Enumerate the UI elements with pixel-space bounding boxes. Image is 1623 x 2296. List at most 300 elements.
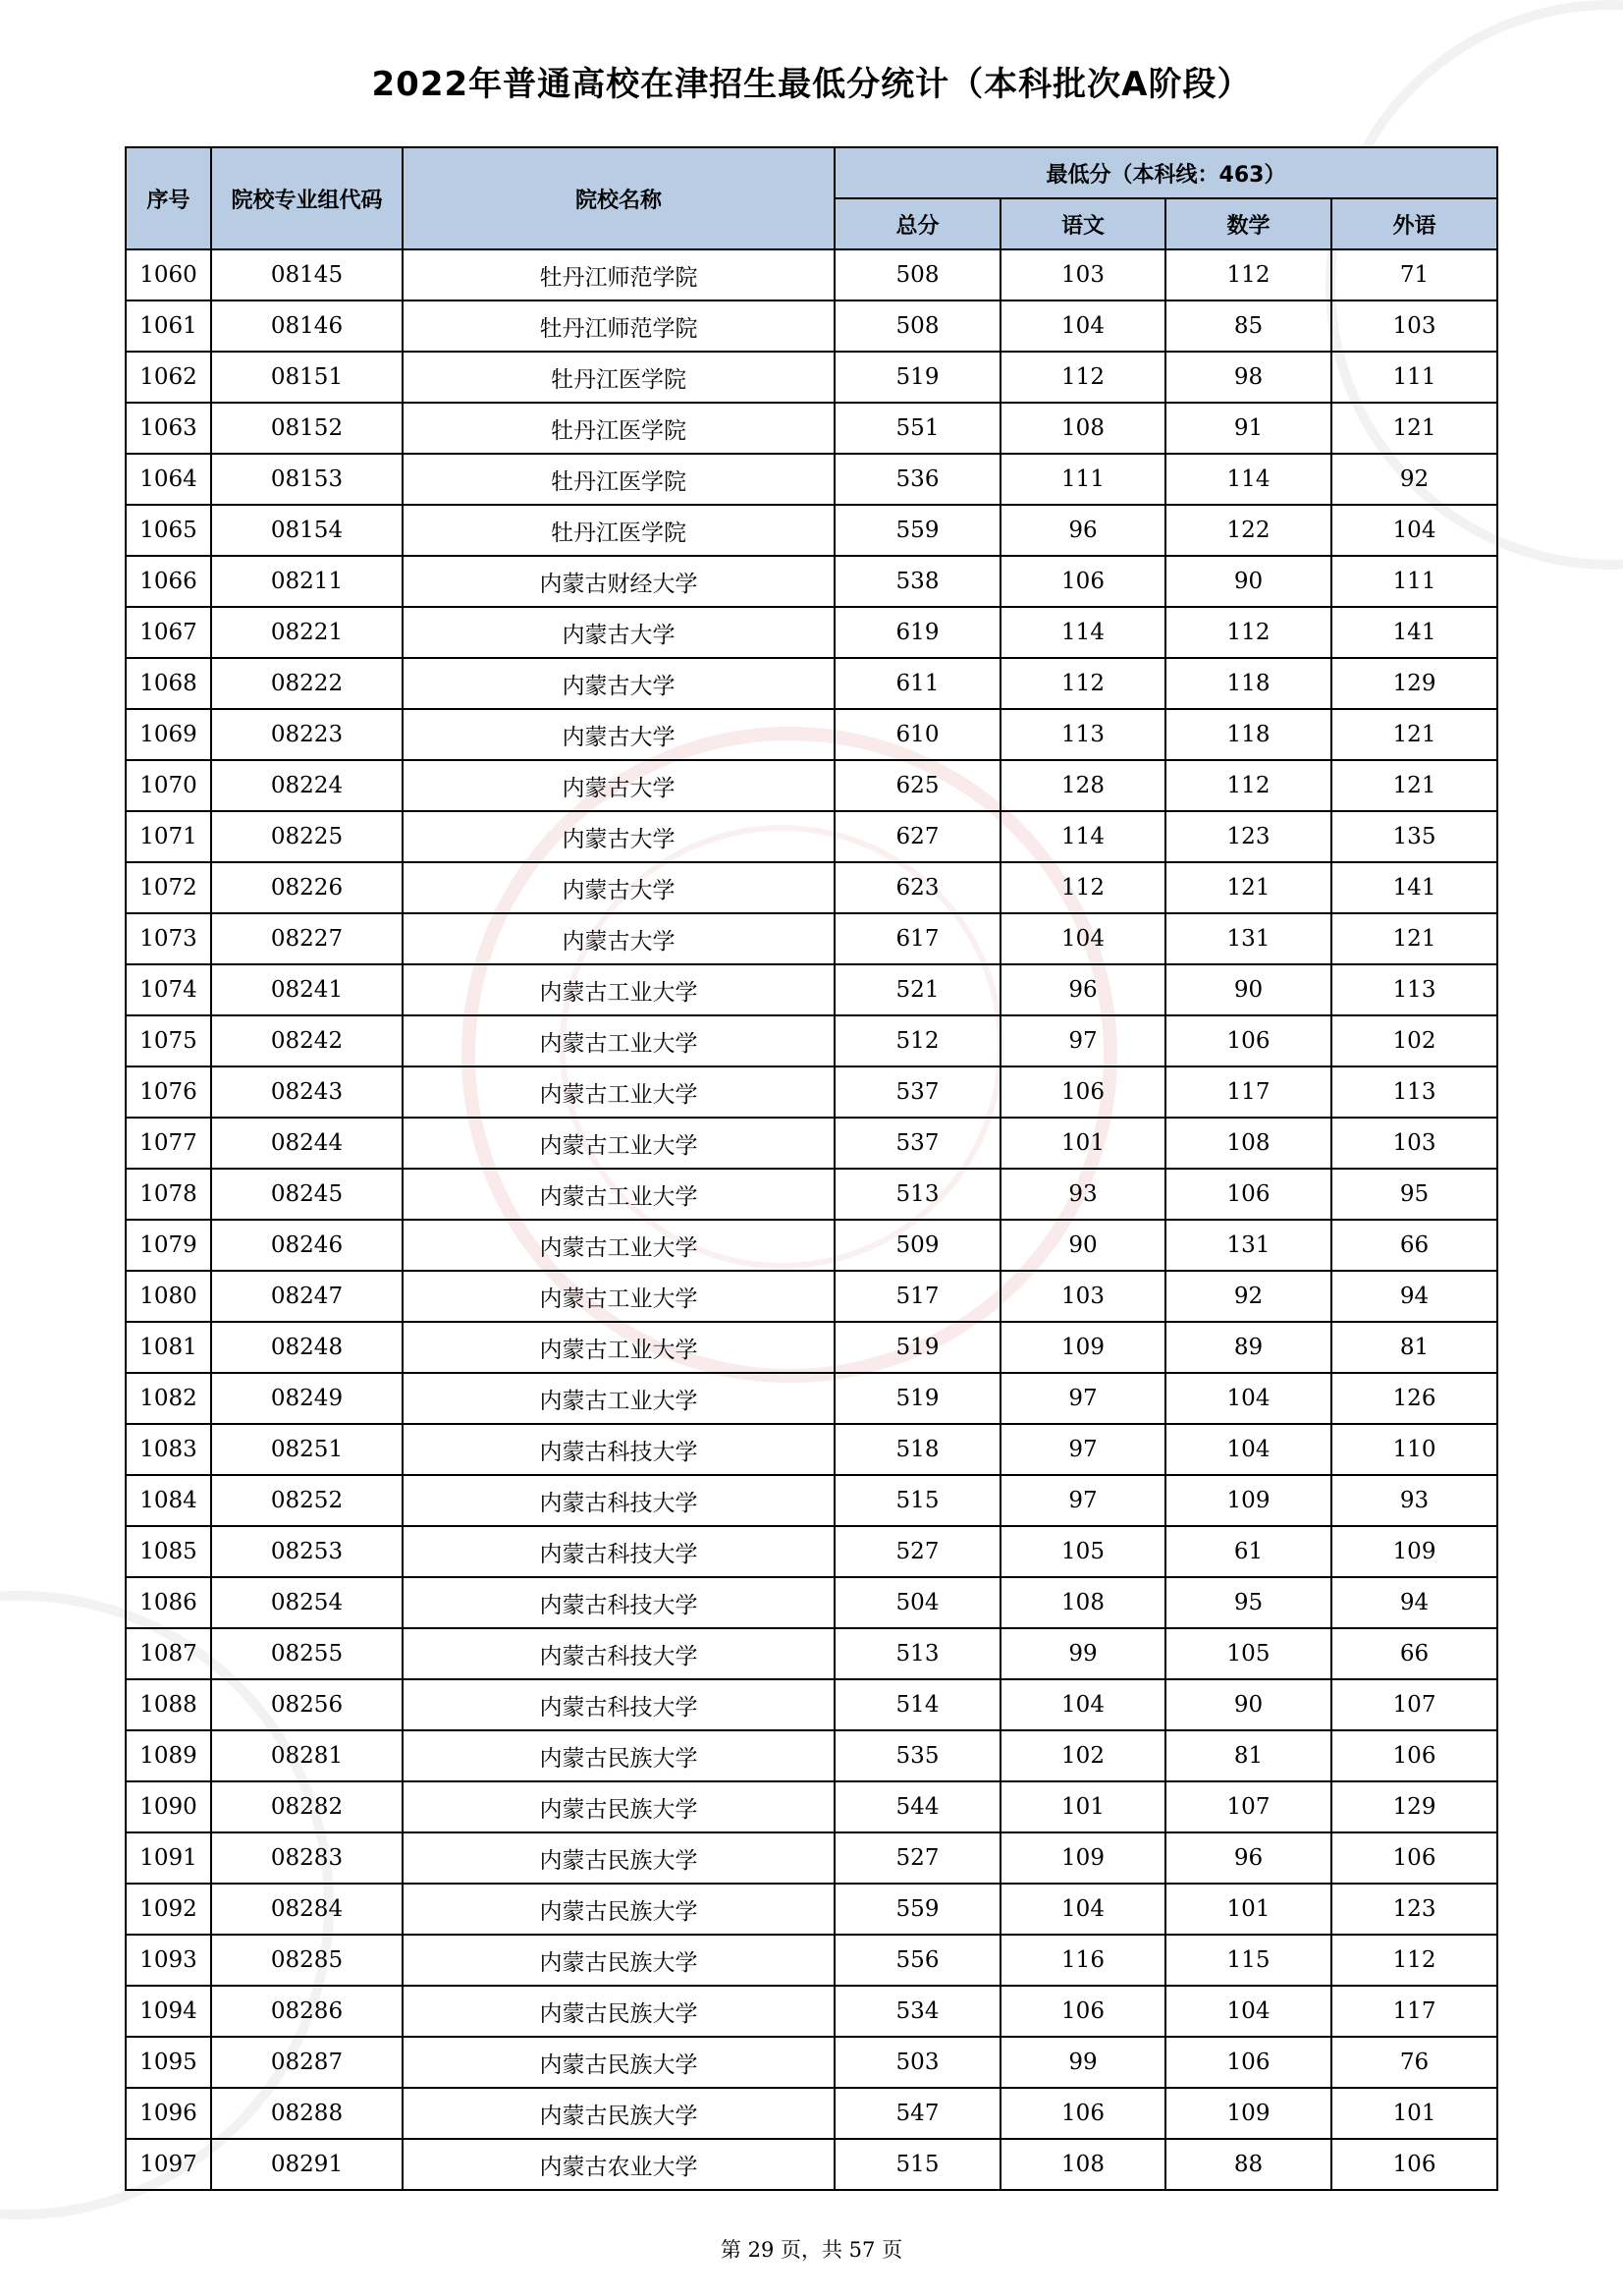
header-foreign: 外语: [1331, 198, 1497, 249]
table-row: [126, 811, 1497, 862]
page-title: 2022年普通高校在津招生最低分统计（本科批次A阶段）: [371, 65, 1252, 104]
cell-math: 112: [1165, 607, 1331, 658]
cell-code: 08255: [211, 1628, 403, 1679]
cell-total: 513: [835, 1628, 1001, 1679]
cell-code: 08152: [211, 403, 403, 454]
cell-seq: 1075: [126, 1015, 211, 1066]
cell-total: 627: [835, 811, 1001, 862]
cell-chinese: 90: [1001, 1220, 1165, 1271]
table-row: [126, 964, 1497, 1015]
cell-chinese: 97: [1001, 1475, 1165, 1526]
cell-foreign: 66: [1331, 1628, 1497, 1679]
table-row: [126, 1475, 1497, 1526]
cell-school-name: 内蒙古大学: [403, 811, 835, 862]
table-row: [126, 1577, 1497, 1628]
cell-foreign: 92: [1331, 454, 1497, 505]
cell-code: 08246: [211, 1220, 403, 1271]
table-row: [126, 862, 1497, 913]
table-row: [126, 249, 1497, 301]
cell-chinese: 112: [1001, 862, 1165, 913]
cell-school-name: 内蒙古科技大学: [403, 1526, 835, 1577]
cell-total: 527: [835, 1526, 1001, 1577]
cell-total: 515: [835, 1475, 1001, 1526]
cell-math: 108: [1165, 1118, 1331, 1169]
cell-math: 81: [1165, 1730, 1331, 1781]
header-math: 数学: [1165, 198, 1331, 249]
cell-seq: 1089: [126, 1730, 211, 1781]
cell-math: 104: [1165, 1424, 1331, 1475]
cell-foreign: 117: [1331, 1986, 1497, 2037]
cell-total: 535: [835, 1730, 1001, 1781]
cell-seq: 1072: [126, 862, 211, 913]
cell-seq: 1095: [126, 2037, 211, 2088]
cell-chinese: 108: [1001, 1577, 1165, 1628]
cell-foreign: 121: [1331, 760, 1497, 811]
cell-seq: 1067: [126, 607, 211, 658]
cell-school-name: 内蒙古科技大学: [403, 1679, 835, 1730]
cell-foreign: 109: [1331, 1526, 1497, 1577]
table-row: [126, 403, 1497, 454]
table-row: [126, 1679, 1497, 1730]
cell-foreign: 121: [1331, 403, 1497, 454]
cell-total: 519: [835, 1373, 1001, 1424]
cell-chinese: 109: [1001, 1322, 1165, 1373]
cell-chinese: 114: [1001, 811, 1165, 862]
cell-math: 90: [1165, 1679, 1331, 1730]
cell-seq: 1096: [126, 2088, 211, 2139]
cell-school-name: 内蒙古科技大学: [403, 1475, 835, 1526]
cell-school-name: 内蒙古工业大学: [403, 964, 835, 1015]
cell-math: 112: [1165, 249, 1331, 301]
cell-school-name: 内蒙古工业大学: [403, 1118, 835, 1169]
cell-total: 536: [835, 454, 1001, 505]
table-row: [126, 1781, 1497, 1832]
cell-seq: 1086: [126, 1577, 211, 1628]
cell-chinese: 111: [1001, 454, 1165, 505]
cell-code: 08248: [211, 1322, 403, 1373]
cell-code: 08254: [211, 1577, 403, 1628]
cell-math: 105: [1165, 1628, 1331, 1679]
cell-chinese: 103: [1001, 1271, 1165, 1322]
cell-school-name: 内蒙古农业大学: [403, 2139, 835, 2190]
header-total: 总分: [835, 198, 1001, 249]
cell-code: 08146: [211, 301, 403, 352]
cell-seq: 1085: [126, 1526, 211, 1577]
cell-seq: 1069: [126, 709, 211, 760]
cell-total: 515: [835, 2139, 1001, 2190]
table-row: [126, 2037, 1497, 2088]
cell-seq: 1064: [126, 454, 211, 505]
cell-foreign: 94: [1331, 1577, 1497, 1628]
cell-total: 519: [835, 1322, 1001, 1373]
cell-chinese: 101: [1001, 1118, 1165, 1169]
cell-foreign: 123: [1331, 1884, 1497, 1935]
cell-school-name: 内蒙古工业大学: [403, 1220, 835, 1271]
cell-school-name: 内蒙古大学: [403, 913, 835, 964]
cell-math: 104: [1165, 1373, 1331, 1424]
table-row: [126, 352, 1497, 403]
cell-math: 117: [1165, 1066, 1331, 1118]
cell-total: 559: [835, 1884, 1001, 1935]
cell-code: 08227: [211, 913, 403, 964]
cell-chinese: 97: [1001, 1373, 1165, 1424]
cell-seq: 1083: [126, 1424, 211, 1475]
cell-code: 08285: [211, 1935, 403, 1986]
cell-foreign: 141: [1331, 607, 1497, 658]
cell-code: 08242: [211, 1015, 403, 1066]
cell-seq: 1063: [126, 403, 211, 454]
cell-foreign: 113: [1331, 1066, 1497, 1118]
cell-seq: 1066: [126, 556, 211, 607]
cell-seq: 1073: [126, 913, 211, 964]
cell-seq: 1084: [126, 1475, 211, 1526]
table-row: [126, 454, 1497, 505]
cell-foreign: 94: [1331, 1271, 1497, 1322]
cell-foreign: 93: [1331, 1475, 1497, 1526]
header-min-score: 最低分（本科线：463）: [835, 147, 1497, 198]
header-name: 院校名称: [403, 147, 835, 249]
cell-total: 619: [835, 607, 1001, 658]
cell-foreign: 112: [1331, 1935, 1497, 1986]
cell-foreign: 101: [1331, 2088, 1497, 2139]
table-row: [126, 1271, 1497, 1322]
cell-foreign: 135: [1331, 811, 1497, 862]
cell-code: 08291: [211, 2139, 403, 2190]
cell-foreign: 121: [1331, 709, 1497, 760]
cell-math: 104: [1165, 1986, 1331, 2037]
cell-foreign: 111: [1331, 556, 1497, 607]
cell-foreign: 66: [1331, 1220, 1497, 1271]
cell-total: 512: [835, 1015, 1001, 1066]
cell-chinese: 106: [1001, 1066, 1165, 1118]
cell-school-name: 内蒙古民族大学: [403, 1986, 835, 2037]
cell-foreign: 111: [1331, 352, 1497, 403]
cell-seq: 1087: [126, 1628, 211, 1679]
cell-code: 08151: [211, 352, 403, 403]
cell-seq: 1062: [126, 352, 211, 403]
cell-math: 85: [1165, 301, 1331, 352]
cell-chinese: 114: [1001, 607, 1165, 658]
table-row: [126, 301, 1497, 352]
cell-foreign: 110: [1331, 1424, 1497, 1475]
cell-math: 107: [1165, 1781, 1331, 1832]
cell-chinese: 96: [1001, 505, 1165, 556]
cell-math: 90: [1165, 964, 1331, 1015]
cell-seq: 1097: [126, 2139, 211, 2190]
cell-code: 08224: [211, 760, 403, 811]
cell-total: 623: [835, 862, 1001, 913]
cell-chinese: 104: [1001, 1679, 1165, 1730]
cell-school-name: 内蒙古民族大学: [403, 1935, 835, 1986]
cell-school-name: 内蒙古大学: [403, 658, 835, 709]
cell-school-name: 内蒙古工业大学: [403, 1373, 835, 1424]
cell-total: 504: [835, 1577, 1001, 1628]
cell-code: 08282: [211, 1781, 403, 1832]
cell-total: 503: [835, 2037, 1001, 2088]
cell-total: 534: [835, 1986, 1001, 2037]
cell-chinese: 108: [1001, 2139, 1165, 2190]
cell-seq: 1080: [126, 1271, 211, 1322]
table-row: [126, 1884, 1497, 1935]
cell-math: 131: [1165, 1220, 1331, 1271]
cell-foreign: 107: [1331, 1679, 1497, 1730]
cell-total: 544: [835, 1781, 1001, 1832]
cell-foreign: 102: [1331, 1015, 1497, 1066]
cell-foreign: 106: [1331, 1730, 1497, 1781]
cell-total: 556: [835, 1935, 1001, 1986]
table-row: [126, 1526, 1497, 1577]
table-row: [126, 1118, 1497, 1169]
cell-school-name: 内蒙古民族大学: [403, 1781, 835, 1832]
cell-seq: 1074: [126, 964, 211, 1015]
cell-math: 89: [1165, 1322, 1331, 1373]
cell-math: 109: [1165, 1475, 1331, 1526]
cell-chinese: 104: [1001, 1884, 1165, 1935]
cell-seq: 1061: [126, 301, 211, 352]
cell-school-name: 牡丹江医学院: [403, 403, 835, 454]
header-code: 院校专业组代码: [211, 147, 403, 249]
cell-total: 617: [835, 913, 1001, 964]
cell-chinese: 106: [1001, 2088, 1165, 2139]
cell-math: 118: [1165, 709, 1331, 760]
cell-school-name: 内蒙古工业大学: [403, 1322, 835, 1373]
cell-code: 08287: [211, 2037, 403, 2088]
cell-code: 08247: [211, 1271, 403, 1322]
cell-math: 101: [1165, 1884, 1331, 1935]
cell-school-name: 内蒙古大学: [403, 760, 835, 811]
cell-school-name: 内蒙古民族大学: [403, 1730, 835, 1781]
cell-school-name: 牡丹江医学院: [403, 352, 835, 403]
cell-code: 08253: [211, 1526, 403, 1577]
cell-chinese: 99: [1001, 1628, 1165, 1679]
cell-total: 527: [835, 1832, 1001, 1884]
table-row: [126, 658, 1497, 709]
cell-chinese: 97: [1001, 1424, 1165, 1475]
cell-math: 88: [1165, 2139, 1331, 2190]
cell-math: 106: [1165, 2037, 1331, 2088]
cell-school-name: 内蒙古大学: [403, 607, 835, 658]
cell-chinese: 102: [1001, 1730, 1165, 1781]
table-row: [126, 1373, 1497, 1424]
cell-math: 123: [1165, 811, 1331, 862]
cell-foreign: 104: [1331, 505, 1497, 556]
table-body: [126, 249, 1497, 2190]
cell-chinese: 106: [1001, 1986, 1165, 2037]
cell-school-name: 内蒙古民族大学: [403, 2088, 835, 2139]
cell-seq: 1065: [126, 505, 211, 556]
cell-total: 611: [835, 658, 1001, 709]
cell-school-name: 内蒙古工业大学: [403, 1169, 835, 1220]
cell-code: 08221: [211, 607, 403, 658]
cell-math: 131: [1165, 913, 1331, 964]
cell-code: 08222: [211, 658, 403, 709]
cell-total: 508: [835, 249, 1001, 301]
cell-code: 08244: [211, 1118, 403, 1169]
cell-foreign: 103: [1331, 1118, 1497, 1169]
cell-total: 518: [835, 1424, 1001, 1475]
cell-math: 96: [1165, 1832, 1331, 1884]
cell-foreign: 76: [1331, 2037, 1497, 2088]
table-row: [126, 1730, 1497, 1781]
cell-chinese: 93: [1001, 1169, 1165, 1220]
cell-math: 98: [1165, 352, 1331, 403]
cell-code: 08252: [211, 1475, 403, 1526]
table-row: [126, 2088, 1497, 2139]
cell-total: 513: [835, 1169, 1001, 1220]
cell-math: 91: [1165, 403, 1331, 454]
cell-seq: 1068: [126, 658, 211, 709]
cell-seq: 1094: [126, 1986, 211, 2037]
table-row: [126, 505, 1497, 556]
cell-foreign: 121: [1331, 913, 1497, 964]
cell-seq: 1090: [126, 1781, 211, 1832]
score-table: [125, 146, 1498, 2191]
cell-seq: 1093: [126, 1935, 211, 1986]
cell-total: 521: [835, 964, 1001, 1015]
table-row: [126, 607, 1497, 658]
cell-chinese: 108: [1001, 403, 1165, 454]
cell-math: 92: [1165, 1271, 1331, 1322]
cell-school-name: 内蒙古工业大学: [403, 1271, 835, 1322]
cell-school-name: 内蒙古民族大学: [403, 1884, 835, 1935]
cell-total: 551: [835, 403, 1001, 454]
cell-chinese: 103: [1001, 249, 1165, 301]
cell-seq: 1071: [126, 811, 211, 862]
cell-math: 122: [1165, 505, 1331, 556]
cell-chinese: 104: [1001, 913, 1165, 964]
cell-chinese: 104: [1001, 301, 1165, 352]
cell-math: 109: [1165, 2088, 1331, 2139]
cell-chinese: 112: [1001, 658, 1165, 709]
cell-code: 08281: [211, 1730, 403, 1781]
cell-foreign: 81: [1331, 1322, 1497, 1373]
cell-school-name: 内蒙古科技大学: [403, 1424, 835, 1475]
cell-chinese: 116: [1001, 1935, 1165, 1986]
cell-school-name: 内蒙古民族大学: [403, 2037, 835, 2088]
cell-code: 08153: [211, 454, 403, 505]
table-row: [126, 1424, 1497, 1475]
cell-code: 08154: [211, 505, 403, 556]
cell-total: 547: [835, 2088, 1001, 2139]
cell-math: 90: [1165, 556, 1331, 607]
cell-school-name: 内蒙古财经大学: [403, 556, 835, 607]
cell-foreign: 71: [1331, 249, 1497, 301]
cell-school-name: 内蒙古科技大学: [403, 1628, 835, 1679]
cell-school-name: 内蒙古大学: [403, 862, 835, 913]
cell-math: 112: [1165, 760, 1331, 811]
cell-total: 517: [835, 1271, 1001, 1322]
cell-foreign: 113: [1331, 964, 1497, 1015]
table-row: [126, 1986, 1497, 2037]
header-chinese: 语文: [1001, 198, 1165, 249]
cell-school-name: 牡丹江医学院: [403, 454, 835, 505]
cell-total: 610: [835, 709, 1001, 760]
cell-school-name: 牡丹江师范学院: [403, 301, 835, 352]
cell-total: 514: [835, 1679, 1001, 1730]
table-row: [126, 1066, 1497, 1118]
cell-math: 118: [1165, 658, 1331, 709]
table-row: [126, 2139, 1497, 2190]
cell-seq: 1088: [126, 1679, 211, 1730]
cell-chinese: 113: [1001, 709, 1165, 760]
cell-chinese: 99: [1001, 2037, 1165, 2088]
cell-foreign: 106: [1331, 2139, 1497, 2190]
page-footer: 第 29 页，共 57 页: [720, 2238, 903, 2262]
cell-code: 08225: [211, 811, 403, 862]
cell-total: 537: [835, 1066, 1001, 1118]
cell-seq: 1082: [126, 1373, 211, 1424]
cell-code: 08256: [211, 1679, 403, 1730]
cell-chinese: 101: [1001, 1781, 1165, 1832]
cell-school-name: 内蒙古工业大学: [403, 1015, 835, 1066]
cell-seq: 1076: [126, 1066, 211, 1118]
cell-math: 106: [1165, 1169, 1331, 1220]
cell-total: 625: [835, 760, 1001, 811]
cell-code: 08245: [211, 1169, 403, 1220]
cell-total: 559: [835, 505, 1001, 556]
table-row: [126, 760, 1497, 811]
cell-seq: 1060: [126, 249, 211, 301]
cell-foreign: 141: [1331, 862, 1497, 913]
cell-school-name: 内蒙古大学: [403, 709, 835, 760]
table-row: [126, 1015, 1497, 1066]
cell-chinese: 96: [1001, 964, 1165, 1015]
cell-seq: 1077: [126, 1118, 211, 1169]
cell-math: 114: [1165, 454, 1331, 505]
cell-math: 95: [1165, 1577, 1331, 1628]
cell-school-name: 牡丹江医学院: [403, 505, 835, 556]
cell-school-name: 内蒙古科技大学: [403, 1577, 835, 1628]
cell-code: 08251: [211, 1424, 403, 1475]
cell-school-name: 内蒙古工业大学: [403, 1066, 835, 1118]
cell-total: 537: [835, 1118, 1001, 1169]
table-row: [126, 1628, 1497, 1679]
cell-code: 08288: [211, 2088, 403, 2139]
cell-seq: 1081: [126, 1322, 211, 1373]
cell-seq: 1092: [126, 1884, 211, 1935]
cell-seq: 1070: [126, 760, 211, 811]
cell-total: 508: [835, 301, 1001, 352]
cell-math: 106: [1165, 1015, 1331, 1066]
cell-code: 08249: [211, 1373, 403, 1424]
cell-total: 509: [835, 1220, 1001, 1271]
cell-chinese: 109: [1001, 1832, 1165, 1884]
cell-foreign: 126: [1331, 1373, 1497, 1424]
cell-seq: 1079: [126, 1220, 211, 1271]
cell-seq: 1091: [126, 1832, 211, 1884]
header-seq: 序号: [126, 147, 211, 249]
cell-math: 115: [1165, 1935, 1331, 1986]
cell-chinese: 128: [1001, 760, 1165, 811]
cell-chinese: 112: [1001, 352, 1165, 403]
cell-total: 519: [835, 352, 1001, 403]
cell-chinese: 105: [1001, 1526, 1165, 1577]
table-row: [126, 1935, 1497, 1986]
cell-code: 08241: [211, 964, 403, 1015]
cell-math: 61: [1165, 1526, 1331, 1577]
cell-foreign: 129: [1331, 658, 1497, 709]
cell-code: 08284: [211, 1884, 403, 1935]
table-row: [126, 1220, 1497, 1271]
cell-code: 08286: [211, 1986, 403, 2037]
table-row: [126, 556, 1497, 607]
cell-chinese: 106: [1001, 556, 1165, 607]
cell-foreign: 106: [1331, 1832, 1497, 1884]
cell-code: 08145: [211, 249, 403, 301]
table-row: [126, 1832, 1497, 1884]
cell-seq: 1078: [126, 1169, 211, 1220]
cell-code: 08211: [211, 556, 403, 607]
